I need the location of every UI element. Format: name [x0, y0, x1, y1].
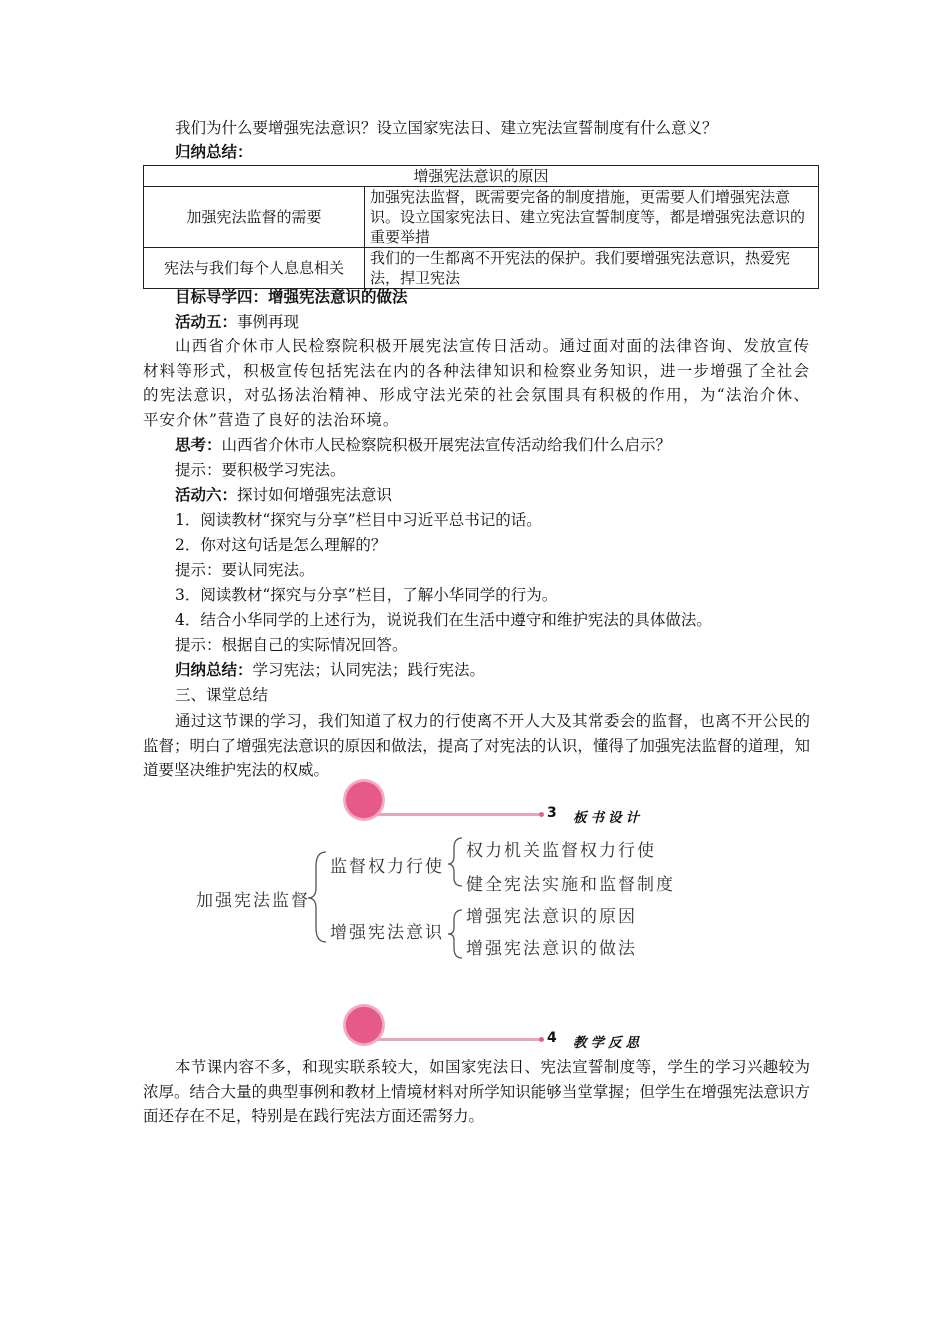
think-text: 山西省介休市人民检察院积极开展宪法宣传活动给我们什么启示？: [221, 436, 672, 454]
activity5-story: 山西省介休市人民检察院积极开展宪法宣传日活动。通过面对面的法律咨询、发放宣传材料等形式，积极宣传包括宪法在内的各种法律知识和检察业务知识，进一步增强了全社会的宪法意识，对弘扬法治精神、形成守法光荣的社会氛围具有积极的作用，为“法治介休、平安介休”营造了良好的法治环境。: [143, 337, 810, 429]
section-divider: [363, 813, 543, 816]
table-header: 增强宪法意识的原因: [144, 166, 819, 187]
list-item: 2．你对这句话是怎么理解的？: [175, 536, 387, 554]
reflection-text: 本节课内容不多，和现实联系较大，如国家宪法日、宪法宣誓制度等，学生的学习兴趣较为浓厚。结合大量的典型事例和教材上情境材料对所学知识能够当堂掌握；但学生在增强宪法意识方面还存在不足，特别是在践行宪法方面还需努力。: [143, 1058, 810, 1125]
board-design-diagram: [190, 830, 710, 970]
section-4-heading: [343, 1004, 643, 1054]
table-row: [144, 187, 819, 248]
board-leaf: 权力机关监督权力行使: [466, 841, 656, 861]
activity5-heading: [175, 310, 845, 334]
list-item: 提示：要认同宪法。: [175, 561, 315, 579]
list-item: 4．结合小华同学的上述行为，说说我们在生活中遵守和维护宪法的具体做法。: [175, 611, 712, 629]
table-cell-right: 我们的一生都离不开宪法的保护。我们要增强宪法意识，热爱宪法，捍卫宪法: [365, 248, 819, 289]
activity6-title: 探讨如何增强宪法意识: [237, 486, 393, 504]
section-number: 3: [547, 805, 557, 821]
board-root: 加强宪法监督: [196, 891, 310, 911]
class-summary-text: 通过这节课的学习，我们知道了权力的行使离不开人大及其常委会的监督，也离不开公民的监督；明白了增强宪法意识的原因和做法，提高了对宪法的认识，懂得了加强宪法监督的道理，知道要坚决维护宪法的权威。: [143, 712, 810, 779]
section-number: 4: [547, 1030, 557, 1046]
list-item: 提示：根据自己的实际情况回答。: [175, 636, 408, 654]
section-circle-icon: [343, 1004, 385, 1046]
section-dot-icon: [539, 812, 544, 817]
activity6-summary-label: 归纳总结：: [175, 660, 253, 679]
section-dot-icon: [539, 1037, 544, 1042]
board-leaf: 增强宪法意识的原因: [466, 907, 637, 927]
activity5-title: 事例再现: [237, 313, 300, 331]
activity6-heading: [175, 483, 845, 507]
table-cell-left: 加强宪法监督的需要: [144, 187, 365, 248]
reasons-table: [143, 165, 819, 289]
table-row: [144, 248, 819, 289]
think-label: 思考：: [175, 435, 222, 454]
activity6-summary: [175, 658, 845, 682]
board-branch: 增强宪法意识: [330, 923, 444, 943]
section-3-heading: [343, 779, 643, 829]
class-summary-heading: 三、课堂总结: [175, 686, 269, 704]
activity6-summary-text: 学习宪法；认同宪法；践行宪法。: [252, 661, 486, 679]
activity6-label: 活动六：: [175, 485, 238, 504]
table-cell-right: 加强宪法监督，既需要完备的制度措施，更需要人们增强宪法意识。设立国家宪法日、建立宪法宣誓制度等，都是增强宪法意识的重要举措: [365, 187, 819, 248]
list-item: 3．阅读教材“探究与分享”栏目，了解小华同学的行为。: [175, 586, 558, 604]
activity5-label: 活动五：: [175, 312, 238, 331]
activity5-think: [175, 433, 845, 457]
section-title: 教学反思: [573, 1035, 643, 1051]
summary-label: 归纳总结：: [175, 142, 253, 161]
table-cell-left: 宪法与我们每个人息息相关: [144, 248, 365, 289]
section-title: 板书设计: [573, 810, 643, 826]
board-leaf: 健全宪法实施和监督制度: [466, 875, 675, 895]
board-branch: 监督权力行使: [330, 857, 444, 877]
board-leaf: 增强宪法意识的做法: [466, 939, 637, 959]
activity5-hint: 提示：要积极学习宪法。: [175, 461, 346, 479]
intro-question: 我们为什么要增强宪法意识？设立国家宪法日、建立宪法宣誓制度有什么意义？: [175, 119, 718, 137]
list-item: 1．阅读教材“探究与分享”栏目中习近平总书记的话。: [175, 511, 542, 529]
section-circle-icon: [343, 779, 385, 821]
goal-heading: 目标导学四：增强宪法意识的做法: [175, 287, 408, 306]
section-divider: [363, 1038, 543, 1041]
